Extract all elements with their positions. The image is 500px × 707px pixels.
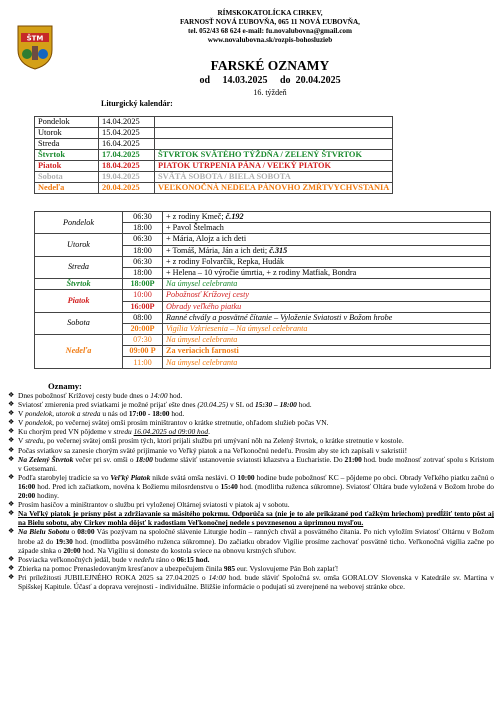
calendar-date: 18.04.2025 <box>99 161 155 172</box>
announcement-text: Na Zelený Štvrtok <box>18 454 74 464</box>
calendar-feast: PIATOK UTRPENIA PÁNA / VEĽKÝ PIATOK <box>155 161 393 172</box>
mass-intention: Pobožnosť Krížovej cesty <box>163 290 491 301</box>
announcement-item <box>8 427 494 436</box>
mass-time: 18:00 <box>123 245 163 256</box>
header-line-1: RÍMSKOKATOLÍCKA CIRKEV, <box>217 9 323 17</box>
calendar-row <box>35 150 393 161</box>
mass-time: 06:30 <box>123 256 163 267</box>
diamond-bullet-icon: ❖ <box>8 436 15 445</box>
schedule-day: Streda <box>35 256 123 278</box>
announcements-list <box>8 391 494 591</box>
schedule-row <box>35 279 491 290</box>
announcement-text: Na Veľký piatok je prísny pôst a zdržiavanie sa mäsitého pokrmu. Odporúča sa (nie je to ale prikázané pod ťažkým hriechom) predĺžiť tento pôst aj na Bielu sobotu, aby Cirkev mohla dôjsť k radostiam Veľkonočnej nedele s povznesenou a úprimnou mysľou. <box>18 509 494 528</box>
mass-time: 07:30 <box>123 335 163 346</box>
schedule-day: Nedeľa <box>35 335 123 369</box>
announcement-text: hod. <box>167 391 183 400</box>
announcement-text: hodine bude pobožnosť KC – pôjdeme po obci. Obrady Veľkého piatku začnú o <box>254 472 494 482</box>
diamond-bullet-icon: ❖ <box>8 409 15 418</box>
diamond-bullet-icon: ❖ <box>8 445 15 454</box>
mass-schedule-table <box>34 211 491 369</box>
mass-intention: Na úmysel celebranta <box>163 279 491 290</box>
announcement-item <box>8 527 494 554</box>
calendar-row <box>35 128 393 139</box>
announcement-text: hod. bude sláviť Spoločná sv. omša GORALOV Slovenska v Katedrále sv. Martina v Spišskej Kapitule. Účasť a doprava verejnosti - individuálne. Bližšie informácie o podujatí sú zverejnené na webovej stránke obce. <box>18 572 494 591</box>
diamond-bullet-icon: ❖ <box>8 454 15 463</box>
announcement-item <box>8 564 494 573</box>
announcement-text: hod. <box>169 409 185 419</box>
mass-intention: + Mária, Alojz a ich deti <box>163 234 491 245</box>
diamond-bullet-icon: ❖ <box>8 554 15 563</box>
announcement-text: 16.04.2025 od 09:00 hod <box>133 427 209 437</box>
date-to: 20.04.2025 <box>295 75 341 86</box>
diamond-bullet-icon: ❖ <box>8 418 15 427</box>
announcement-item <box>8 409 494 418</box>
diamond-bullet-icon: ❖ <box>8 563 15 572</box>
announcement-text: Na Bielu Sobotu <box>18 527 70 537</box>
announcement-item <box>8 473 494 500</box>
calendar-feast <box>155 117 393 128</box>
intention-number: č.192 <box>225 212 244 222</box>
announcement-text: Vás pozývam na spoločné slávenie Liturgie hodín – ranných chvál a posvätného čítania. Po nich vyložím Sviatosť Oltárnu v Božom hrobe až do <box>18 527 495 546</box>
calendar-day: Utorok <box>35 128 99 139</box>
diamond-bullet-icon: ❖ <box>8 572 15 581</box>
announcement-text: Prosím hasičov a miništrantov o službu pri vyloženej Oltárnej sviatosti v piatok aj v sobotu. <box>18 500 290 510</box>
calendar-row <box>35 161 393 172</box>
announcement-text: o <box>69 527 78 537</box>
announcement-text: hod. (modlitba ruženca súkromne). Sviatosť Oltára bude vyložená v Božom hrobe do <box>237 481 494 491</box>
date-range <box>130 75 410 86</box>
schedule-day: Sobota <box>35 312 123 334</box>
mass-intention: + Tomáš, Mária, Ján a ich deti; č.315 <box>163 245 491 256</box>
calendar-day: Piatok <box>35 161 99 172</box>
announcement-item <box>8 455 494 473</box>
schedule-row <box>35 312 491 323</box>
calendar-day: Pondelok <box>35 117 99 128</box>
announcement-text: pondelok <box>25 418 53 428</box>
announcement-text: 06:15 hod. <box>176 554 210 564</box>
announcement-item <box>8 418 494 427</box>
announcement-text: 14:00 <box>150 391 168 400</box>
mass-intention: + z rodiny Folvarčík, Repka, Hudák <box>163 256 491 267</box>
announcement-text: Počas sviatkov sa zanesie chorým sväté prijímanie vo Veľký piatok a na Veľkonočnú nedeľu. Prosím aby ste ich zapísali v sakristii! <box>18 445 408 455</box>
header-line-4: www.novalubovna.sk/rozpis-bohosluzieb <box>207 36 333 44</box>
announcements-label: Oznamy: <box>48 381 82 391</box>
announcement-text: Sviatosť zmierenia pred sviatkami je možné prijať ešte dnes <box>18 400 198 410</box>
announcement-text: V <box>18 436 26 446</box>
announcement-text: stredu <box>25 436 44 446</box>
announcement-text: 21:00 <box>344 454 362 464</box>
announcement-text: Veľký Piatok <box>110 472 151 482</box>
announcement-text: V <box>18 409 26 419</box>
mass-time: 20:00P <box>123 323 163 334</box>
header-line-3: tel. 052/43 68 624 e-mail: fu.novalubovna@gmail.com <box>187 27 352 35</box>
announcement-text: 08:00 <box>77 527 95 537</box>
mass-time: 09:00 P <box>123 346 163 357</box>
announcement-text: hod. (modlitba posvätného ruženca súkromne). Do začiatku obradov Vigílie prosíme zachovať posvätné ticho. Veľkonočná vigília začne po západe slnka o <box>18 536 494 555</box>
parish-header <box>120 9 420 45</box>
announcement-text: 19:30 <box>55 536 73 546</box>
announcement-text: pondelok, utorok a streda <box>25 409 101 419</box>
diamond-bullet-icon: ❖ <box>8 400 15 409</box>
announcement-text: 16:00 <box>18 481 36 491</box>
parish-logo-icon <box>12 24 58 70</box>
mass-time: 06:30 <box>123 212 163 223</box>
calendar-feast: ŠTVRTOK SVÄTÉHO TÝŽDŇA / ZELENÝ ŠTVRTOK <box>155 150 393 161</box>
calendar-day: Štvrtok <box>35 150 99 161</box>
mass-intention: Na úmysel celebranta <box>163 335 491 346</box>
schedule-row <box>35 290 491 301</box>
mass-intention: Na úmysel celebranta <box>163 357 491 368</box>
announcement-text: 15:30 – 18:00 <box>254 400 297 410</box>
announcement-text: 20:00 <box>18 491 36 501</box>
announcement-text: (20.04.25) <box>197 400 229 410</box>
mass-time: 06:30 <box>123 234 163 245</box>
announcement-text: hod. Pred ich začiatkom, novéna k Božiemu milosrdenstvu o <box>35 481 221 491</box>
week-number: 16. týždeň <box>253 88 287 97</box>
announcement-text: 10:00 <box>237 472 255 482</box>
mass-intention: + Pavol Štelmach <box>163 223 491 234</box>
announcement-text: stredu <box>113 427 134 437</box>
announcement-text: hod. bude možnosť zotrvať spolu s Kristom v Getsemani. <box>18 454 494 473</box>
announcement-item <box>8 573 494 591</box>
diamond-bullet-icon: ❖ <box>8 391 15 399</box>
calendar-feast <box>155 128 393 139</box>
calendar-date: 14.04.2025 <box>99 117 155 128</box>
announcement-text: hodiny. <box>35 491 59 501</box>
announcement-text: 17:00 - 18:00 <box>128 409 170 419</box>
schedule-day: Pondelok <box>35 212 123 234</box>
announcement-item <box>8 446 494 455</box>
announcement-text: večer pri sv. omši o <box>73 454 136 464</box>
mass-time: 18:00 <box>123 267 163 278</box>
announcement-item <box>8 400 494 409</box>
announcement-text: ráno o <box>154 554 177 564</box>
mass-intention: Ranné chvály a posvätné čítanie – Vyloženie Sviatosti v Božom hrobe <box>163 312 491 323</box>
mass-time: 18:00 <box>123 223 163 234</box>
date-from: 14.03.2025 <box>222 75 268 86</box>
od-label: od <box>199 75 210 86</box>
calendar-date: 19.04.2025 <box>99 172 155 183</box>
do-label: do <box>280 75 291 86</box>
diamond-bullet-icon: ❖ <box>8 427 15 436</box>
schedule-day: Piatok <box>35 290 123 312</box>
announcement-text: 14:00 <box>208 572 226 582</box>
mass-intention: Obrady veľkého piatku <box>163 301 491 312</box>
announcement-text: eur. Vyslovujeme Pán Boh zaplať! <box>235 563 339 573</box>
announcement-item <box>8 555 494 564</box>
announcement-text: 15:40 <box>220 481 238 491</box>
announcement-text: nikde svätá omša neslávi. O <box>150 472 238 482</box>
page-title: FARSKÉ OZNAMY <box>210 58 330 73</box>
announcement-text: , po večernej svätej omši prosím miništrantov o krátke stretnutie, ohľadom služieb počas VN. <box>52 418 329 428</box>
calendar-day: Nedeľa <box>35 183 99 194</box>
diamond-bullet-icon: ❖ <box>8 527 15 536</box>
calendar-date: 20.04.2025 <box>99 183 155 194</box>
mass-time: 18:00P <box>123 279 163 290</box>
announcement-text: Zbierka na pomoc Prenasledovaným kresťanov a ubezpečujem činila <box>18 563 224 573</box>
announcement-item <box>8 391 494 400</box>
calendar-feast: SVÄTÁ SOBOTA / BIELA SOBOTA <box>155 172 393 183</box>
calendar-date: 17.04.2025 <box>99 150 155 161</box>
announcement-text: Pri príležitosti JUBILEJNÉHO ROKA 2025 sa 27.04.2025 o <box>18 572 209 582</box>
mass-intention: + z rodiny Kmeč; č.192 <box>163 212 491 223</box>
header-line-2: FARNOSŤ NOVÁ ĽUBOVŇA, 065 11 NOVÁ ĽUBOVŇA, <box>180 18 360 26</box>
announcement-item <box>8 436 494 445</box>
announcement-text: v SL od <box>228 400 255 410</box>
mass-time: 08:00 <box>123 312 163 323</box>
schedule-day: Štvrtok <box>35 279 123 290</box>
announcement-text: 985 <box>223 563 236 573</box>
svg-text:ŠTM: ŠTM <box>26 34 44 43</box>
liturgical-calendar-table <box>34 116 393 194</box>
announcement-text: . <box>208 427 210 437</box>
announcement-text: , po večernej svätej omši prosím tých, ktorí prijali službu pri umývaní nôh na Zelený štvrtok, o krátke stretnutie v kostole. <box>43 436 404 446</box>
announcement-text: hod. <box>296 400 312 410</box>
diamond-bullet-icon: ❖ <box>8 472 15 481</box>
liturgical-calendar-label: Liturgický kalendár: <box>101 99 173 108</box>
announcement-text: V <box>18 418 26 428</box>
announcement-text: budeme sláviť ustanovenie sviatosti kňazstva a Eucharistie. Do <box>152 454 345 464</box>
calendar-row <box>35 117 393 128</box>
calendar-feast: VEĽKONOČNÁ NEDEĽA PÁNOVHO ZMŔTVYCHVSTANIA <box>155 183 393 194</box>
announcement-text: 20:00 <box>63 545 81 555</box>
calendar-feast <box>155 139 393 150</box>
schedule-row <box>35 256 491 267</box>
announcement-text: Ku chorým pred VN pôjdeme v <box>18 427 114 437</box>
schedule-row <box>35 335 491 346</box>
calendar-day: Streda <box>35 139 99 150</box>
calendar-row <box>35 139 393 150</box>
announcement-text: u nás od <box>100 409 129 419</box>
mass-time: 16:00P <box>123 301 163 312</box>
calendar-row <box>35 172 393 183</box>
calendar-date: 15.04.2025 <box>99 128 155 139</box>
mass-intention: + Helena – 10 výročie úmrtia, + z rodiny Matfiak, Bondra <box>163 267 491 278</box>
calendar-date: 16.04.2025 <box>99 139 155 150</box>
mass-intention: Za veriacich farnosti <box>163 346 491 357</box>
announcement-text: Posviacka veľkonočných jedál, bude v <box>18 554 134 564</box>
announcement-text: Podľa starobylej tradície sa vo <box>18 472 111 482</box>
mass-intention: Vigília Vzkriesenia – Na úmysel celebranta <box>163 323 491 334</box>
announcement-text: nedeľu <box>133 554 155 564</box>
diamond-bullet-icon: ❖ <box>8 509 15 518</box>
diamond-bullet-icon: ❖ <box>8 500 15 509</box>
announcement-item <box>8 500 494 509</box>
announcement-item <box>8 509 494 527</box>
intention-number: č.315 <box>269 245 288 255</box>
schedule-day: Utorok <box>35 234 123 256</box>
schedule-row <box>35 212 491 223</box>
announcement-text: hod. Na Vigíliu si doneste do kostola sviece na obnovu krstných sľubov. <box>80 545 297 555</box>
schedule-row <box>35 234 491 245</box>
announcement-text: Dnes pobožnosť Krížovej cesty bude dnes o <box>18 391 151 400</box>
calendar-row <box>35 183 393 194</box>
mass-time: 11:00 <box>123 357 163 368</box>
announcement-text: 18:00 <box>135 454 153 464</box>
mass-time: 10:00 <box>123 290 163 301</box>
calendar-day: Sobota <box>35 172 99 183</box>
